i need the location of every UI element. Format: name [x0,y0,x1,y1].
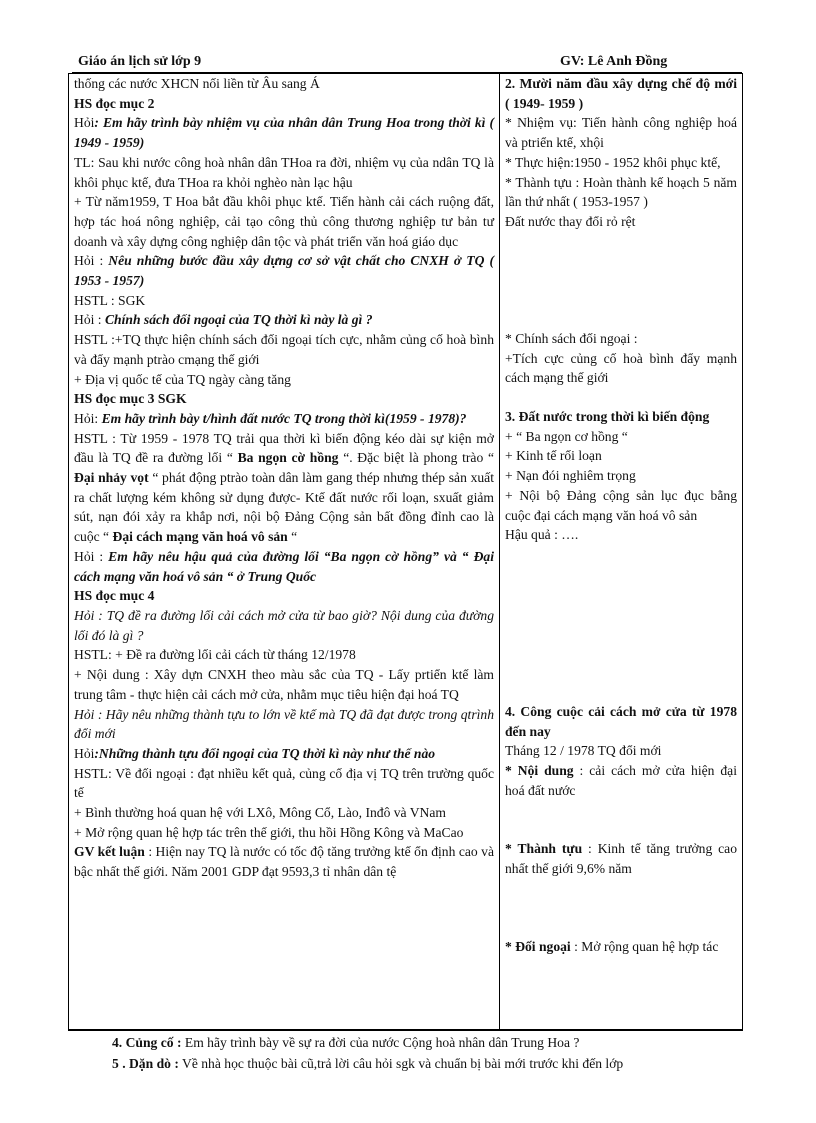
section-heading: 3. Đất nước trong thời kì biến động [505,409,710,424]
homework-line: 5 . Dặn dò : Về nhà học thuộc bài cũ,trả lời câu hỏi sgk và chuẩn bị bài mới trước khi đến lớp [112,1056,624,1071]
answer: + Mở rộng quan hệ hợp tác trên thế giới, thu hồi Hồng Kông và MaCao [74,824,464,840]
answer: HSTL :+TQ thực hiện chính sách đối ngoại tích cực, nhằm củng cố hoà bình và đẩy mạnh ptrào cmạng thế giới [74,332,494,367]
answer: + Bình thường hoá quan hệ với LXô, Mông Cổ, Lào, Inđô và VNam [74,805,446,821]
answer: + Địa vị quốc tế của TQ ngày càng tăng [74,371,291,387]
right-section-3 [505,407,737,545]
section-heading: HS đọc mục 4 [74,588,155,604]
section-heading: HS đọc mục 2 [74,95,155,111]
right-foreign-policy [505,329,737,388]
note: * Thành tựu : Kinh tế tăng trưởng cao nhất thế giới 9,6% năm [505,841,738,876]
note: * Chính sách đối ngoại : [505,331,638,346]
lesson-table [68,73,743,1031]
question: Hỏi: Em hãy trình bày nhiệm vụ của nhân dân Trung Hoa trong thời kì ( 1949 - 1959) [74,115,494,151]
question: Hỏi : Nêu những bước đầu xây dựng cơ sở vật chất cho CNXH ở TQ ( 1953 - 1957) [74,253,494,289]
note: Tháng 12 / 1978 TQ đổi mới [505,743,662,759]
question: Hỏi:Những thành tựu đối ngoại của TQ thời kì này như thế nào [74,745,436,761]
header-subject: Giáo án lịch sử lớp 9 [78,54,202,69]
header-teacher: GV: Lê Anh Đồng [560,54,668,69]
answer: HSTL: Về đối ngoại : đạt nhiều kết quả, củng cố địa vị TQ trên trường quốc tế [74,765,494,801]
answer: TL: Sau khi nước công hoà nhân dân THoa ra đời, nhiệm vụ của ndân TQ là khôi phục ktế, đưa THoa ra khỏi nghèo nàn lạc hậu [74,154,494,190]
right-achievements [505,839,737,878]
note: + Kinh tế rối loạn [505,448,602,464]
note: * Thực hiện:1950 - 1952 khôi phục ktế, [505,154,721,170]
answer: HSTL: + Đề ra đường lối cải cách từ tháng 12/1978 [74,647,356,663]
question: Hỏi: Em hãy trình bày t/hình đất nước TQ trong thời kì(1959 - 1978)? [74,410,467,426]
conclusion: GV kết luận : Hiện nay TQ là nước có tốc độ tăng trưởng ktế ổn định cao và bậc nhất thế giới. Năm 2001 GDP đạt 9593,3 tỉ nhân dân tệ [74,844,494,880]
answer: HSTL : SGK [74,292,146,308]
section-heading: 2. Mười năm đầu xây dựng chế độ mới ( 1949- 1959 ) [505,76,737,111]
note: +Tích cực củng cố hoà bình đẩy mạnh cách mạng thế giới [505,350,737,386]
text-line: thống các nước XHCN nối liền từ Âu sang Á [74,76,320,91]
note: * Nhiệm vụ: Tiến hành công nghiệp hoá và ptriển ktế, xhội [505,115,737,151]
question: Hỏi : Em hãy nêu hậu quả của đường lối “Ba ngọn cờ hồng” và “ Đại cách mạng văn hoá vô sản “ ở Trung Quốc [74,548,494,584]
note: Đất nước thay đổi rỏ rệt [505,213,636,229]
note: Hậu quả : …. [505,527,579,543]
row-divider [69,1029,742,1030]
right-section-4 [505,702,737,801]
answer: + Nội dung : Xây dựn CNXH theo màu sắc của TQ - Lấy prtiển ktế làm trung tâm - thực hiện cải cách mở cửa, nhằm mục tiêu hiện đại hoá TQ [74,667,494,702]
note: + Nội bộ Đảng cộng sản lục đục bằng cuộc đại cách mạng văn hoá vô sản [505,487,737,523]
question: Hỏi : TQ đề ra đường lối cải cách mở cửa từ bao giờ? Nội dung của đường lối đó là gì ? [74,607,494,643]
note: * Nội dung : cải cách mở cửa hiện đại hoá đất nước [505,763,737,798]
note: + Nạn đói nghiêm trọng [505,468,636,484]
note: * Đối ngoại : Mở rộng quan hệ hợp tác [505,939,719,954]
page-header [72,52,742,73]
question: Hỏi : Hãy nêu những thành tựu to lớn về ktế mà TQ đã đạt được trong qtrình đổi mới [74,706,494,742]
left-column [74,74,494,882]
column-divider [499,74,500,1030]
section-heading: HS đọc mục 3 SGK [74,391,187,407]
question: Hỏi : Chính sách đối ngoại của TQ thời kì này là gì ? [74,312,373,328]
right-section-2 [505,74,737,232]
section-heading: 4. Công cuộc cải cách mở cửa từ 1978 đến nay [505,704,737,739]
answer: + Từ năm1959, T Hoa bắt đầu khôi phục ktế. Tiến hành cải cách ruộng đất, hợp tác hoá nông nghiệp, cải tạo công thủ công thương nghiệp tư bản tư doanh và xây dựng công nghiệp dân tộc và phát triển văn hoá giáo dục [74,194,494,249]
right-foreign-relations [505,937,737,957]
answer: HSTL : Từ 1959 - 1978 TQ trải qua thời kì biến động kéo dài sự kiện mở đầu là TQ đề ra đường lối “ Ba ngọn cờ hồng “. Đặc biệt là phong trào “ Đại nhảy vọt “ phát động ptrào toàn dân làm gang thép nhưng thép sản xuất ra chất lượng kém không sử dụng được- Ktế đất nước rối loạn, sxuất giảm sút, nạn đói xảy ra khắp nơi, nội bộ Đảng Cộng sản bất đồng đỉnh cao là cuộc “ Đại cách mạng văn hoá vô sản “ [74,430,494,545]
consolidation-line: 4. Củng cố : Em hãy trình bày về sự ra đời của nước Cộng hoà nhân dân Trung Hoa ? [112,1035,580,1050]
note: * Thành tựu : Hoàn thành kế hoạch 5 năm lần thứ nhất ( 1953-1957 ) [505,174,737,210]
note: + “ Ba ngọn cơ hồng “ [505,428,628,444]
